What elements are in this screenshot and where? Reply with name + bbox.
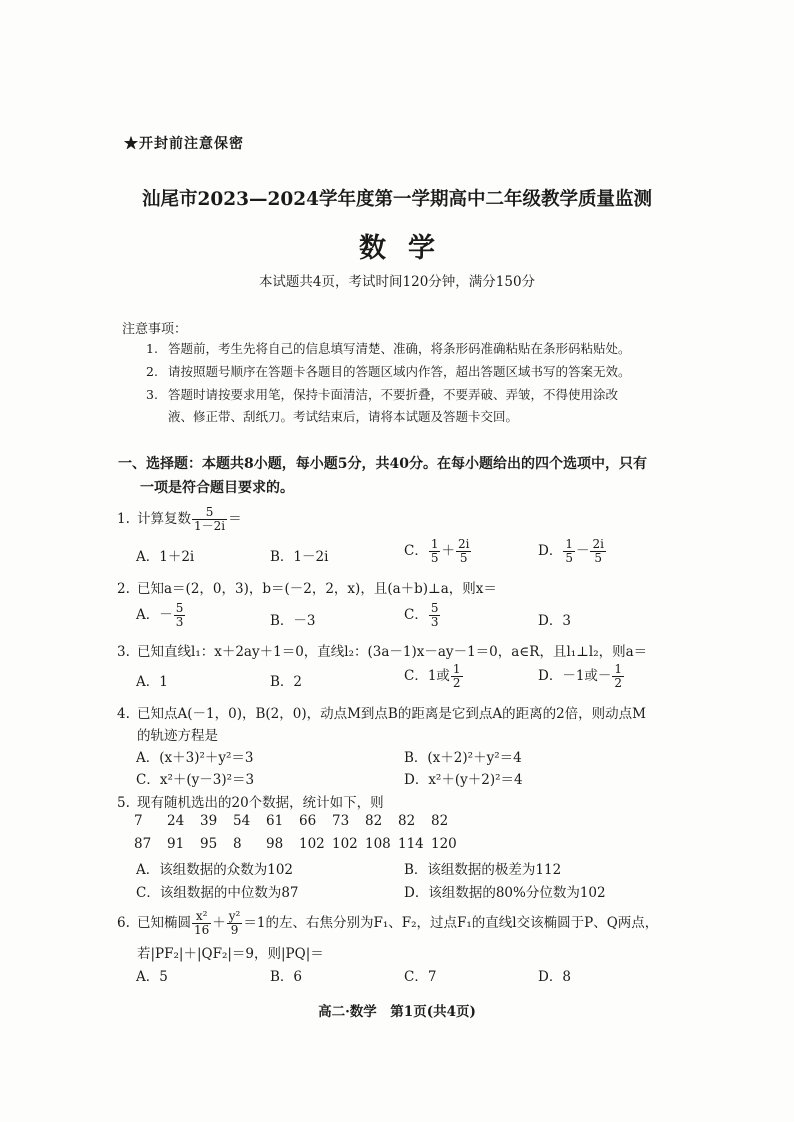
note-item: 3. 答题时请按要求用笔，保持卡面清洁，不要折叠，不要弄破、弄皱，不得使用涂改 液、修正带、刮纸刀。考试结束后，请将本试题及答题卡交回。 bbox=[146, 387, 619, 424]
section-heading: 一、选择题：本题共8小题，每小题5分，共40分。在每小题给出的四个选项中，只有 一项是符合题目要求的。 bbox=[118, 456, 647, 496]
question-5: 5. 现有随机选出的20个数据，统计如下，则 bbox=[117, 795, 384, 811]
data-row-2: 87 91 95 8 98 102 102 108 114 120 bbox=[134, 836, 457, 852]
q6-option-c: C．7 bbox=[404, 969, 437, 985]
q4-option-d: D．x²＋(y＋2)²＝4 bbox=[404, 772, 523, 788]
subject-title: 数学 bbox=[359, 233, 457, 264]
q1-option-c: C． $\frac{1}{5}$ ＋ $\frac{2i}{5}$ bbox=[404, 537, 470, 565]
q2-option-b: B．－3 bbox=[270, 613, 316, 629]
q3-option-c: C．1或 $\frac{1}{2}$ bbox=[404, 662, 461, 690]
q2-option-d: D．3 bbox=[538, 613, 571, 629]
question-4: 4. 已知点A(－1，0)，B(2，0)，动点M到点B的距离是它到点A的距离的2倍，则动点M bbox=[117, 706, 646, 722]
q4-option-c: C．x²＋(y－3)²＝3 bbox=[136, 772, 255, 788]
q1-option-b: B．1－2i bbox=[270, 549, 329, 565]
question-2: 2. 已知a＝(2，0，3)，b＝(－2，2，x)，且(a＋b)⊥a，则x＝ bbox=[117, 581, 497, 597]
data-row-1: 7 24 39 54 61 66 73 82 82 82 bbox=[134, 813, 449, 829]
q1-option-a: A．1＋2i bbox=[136, 549, 195, 565]
question-3: 3. 已知直线l₁：x＋2ay＋1＝0，直线l₂：(3a－1)x－ay－1＝0，a∈R，且l₁⊥l₂，则a＝ bbox=[117, 644, 648, 660]
q4-option-a: A．(x＋3)²＋y²＝3 bbox=[136, 750, 254, 766]
q6-option-b: B．6 bbox=[270, 969, 303, 985]
q2-option-a: A．－ $\frac{5}{3}$ bbox=[136, 601, 184, 629]
q3-option-d: D．－1或－ $\frac{1}{2}$ bbox=[538, 662, 623, 690]
q5-option-c: C．该组数据的中位数为87 bbox=[136, 885, 299, 901]
q5-option-d: D．该组数据的80%分位数为102 bbox=[404, 885, 606, 901]
q5-option-b: B．该组数据的极差为112 bbox=[404, 862, 562, 878]
q4-option-b: B．(x＋2)²＋y²＝4 bbox=[404, 750, 522, 766]
note-item: 2. 请按照题号顺序在答题卡各题目的答题区域内作答，超出答题区域书写的答案无效。 bbox=[146, 364, 631, 379]
exam-title: 汕尾市2023—2024学年度第一学期高中二年级教学质量监测 bbox=[142, 189, 652, 210]
exam-info: 本试题共4页，考试时间120分钟，满分150分 bbox=[258, 274, 536, 290]
note-item: 1. 答题前，考生先将自己的信息填写清楚、准确，将条形码准确粘贴在条形码粘贴处。 bbox=[146, 341, 631, 356]
q3-option-b: B．2 bbox=[270, 674, 303, 690]
question-1: 1. 计算复数 $\frac{5}{1-2i}$ ＝ bbox=[117, 505, 242, 533]
question-6: 6. 已知椭圆 $\frac{\text{x²}}{16}$ ＋ $\frac{\text{y²}}{9}$ ＝1的左、右焦分别为F₁、F₂，过点F₁的直线l交该椭圆于P、Q两点， bbox=[117, 909, 659, 937]
fraction: $\frac{5}{1-2i}$ bbox=[194, 505, 226, 533]
page-footer: 高二·数学 第1页(共4页) bbox=[318, 1004, 476, 1020]
q5-option-a: A．该组数据的众数为102 bbox=[136, 862, 294, 878]
q6-option-d: D．8 bbox=[538, 969, 571, 985]
question-4-line2: 的轨迹方程是 bbox=[137, 728, 218, 744]
question-6-line2: 若|PF₂|＋|QF₂|＝9，则|PQ|＝ bbox=[137, 946, 324, 962]
q6-option-a: A．5 bbox=[136, 969, 168, 985]
q3-option-a: A．1 bbox=[136, 674, 168, 690]
q1-option-d: D． $\frac{1}{5}$ － $\frac{2i}{5}$ bbox=[538, 537, 604, 565]
notes-heading: 注意事项： bbox=[122, 322, 188, 337]
q2-option-c: C． $\frac{5}{3}$ bbox=[404, 601, 439, 629]
confidential-notice: ★开封前注意保密 bbox=[124, 136, 244, 152]
